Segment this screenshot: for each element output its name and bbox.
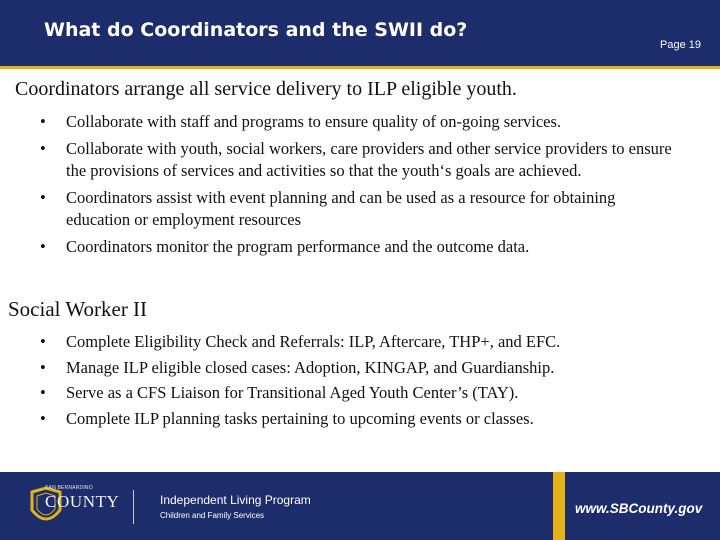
list-item-text: Complete ILP planning tasks pertaining to upcoming events or classes. (66, 408, 534, 428)
list-item-text: Manage ILP eligible closed cases: Adoption, KINGAP, and Guardianship. (66, 357, 555, 377)
list-item-text: Serve as a CFS Liaison for Transitional Aged Youth Center’s (TAY). (66, 383, 519, 402)
footer-program-name: Independent Living Program (160, 493, 311, 507)
bullet-icon: • (40, 236, 46, 256)
list-item (40, 408, 700, 431)
coordinators-lead: Coordinators arrange all service delivery to ILP eligible youth. (15, 78, 517, 100)
bullet-icon: • (40, 357, 46, 377)
bullet-icon: • (40, 408, 46, 428)
logo-divider (133, 490, 134, 524)
list-item-text: Complete Eligibility Check and Referrals: ILP, Aftercare, THP+, and EFC. (66, 332, 561, 351)
logo-county-text: COUNTY (45, 492, 120, 511)
list-item (40, 138, 680, 183)
bullet-icon: • (40, 383, 46, 402)
footer-website-link[interactable]: www.SBCounty.gov (575, 501, 703, 516)
logo-small-text: SAN BERNARDINO (45, 485, 93, 491)
list-item (40, 382, 700, 405)
list-item (40, 236, 680, 259)
list-item-text: Collaborate with youth, social workers, care providers and other service providers to ensure the provisions of services and activities so that the youth‘s goals are achieved. (66, 138, 672, 180)
page-title: What do Coordinators and the SWII do? (44, 19, 468, 41)
footer-bar (0, 472, 720, 540)
social-worker-heading: Social Worker II (8, 297, 148, 321)
list-item-text: Coordinators monitor the program performance and the outcome data. (66, 236, 530, 256)
footer-department-name: Children and Family Services (160, 511, 265, 520)
header-divider (0, 66, 720, 69)
list-item (40, 357, 700, 380)
list-item (40, 111, 680, 134)
header-bar (0, 0, 720, 66)
social-worker-bullet-list (40, 331, 700, 433)
list-item-text: Coordinators assist with event planning and can be used as a resource for obtaining education or employment resources (66, 187, 616, 229)
page-number: Page 19 (660, 39, 701, 51)
coordinators-bullet-list (40, 111, 680, 262)
footer-gold-stripe (553, 472, 565, 540)
list-item-text: Collaborate with staff and programs to ensure quality of on-going services. (66, 112, 562, 131)
list-item (40, 331, 700, 354)
list-item (40, 187, 680, 232)
bullet-icon: • (40, 187, 46, 207)
bullet-icon: • (40, 138, 46, 158)
bullet-icon: • (40, 112, 46, 131)
bullet-icon: • (40, 332, 46, 351)
